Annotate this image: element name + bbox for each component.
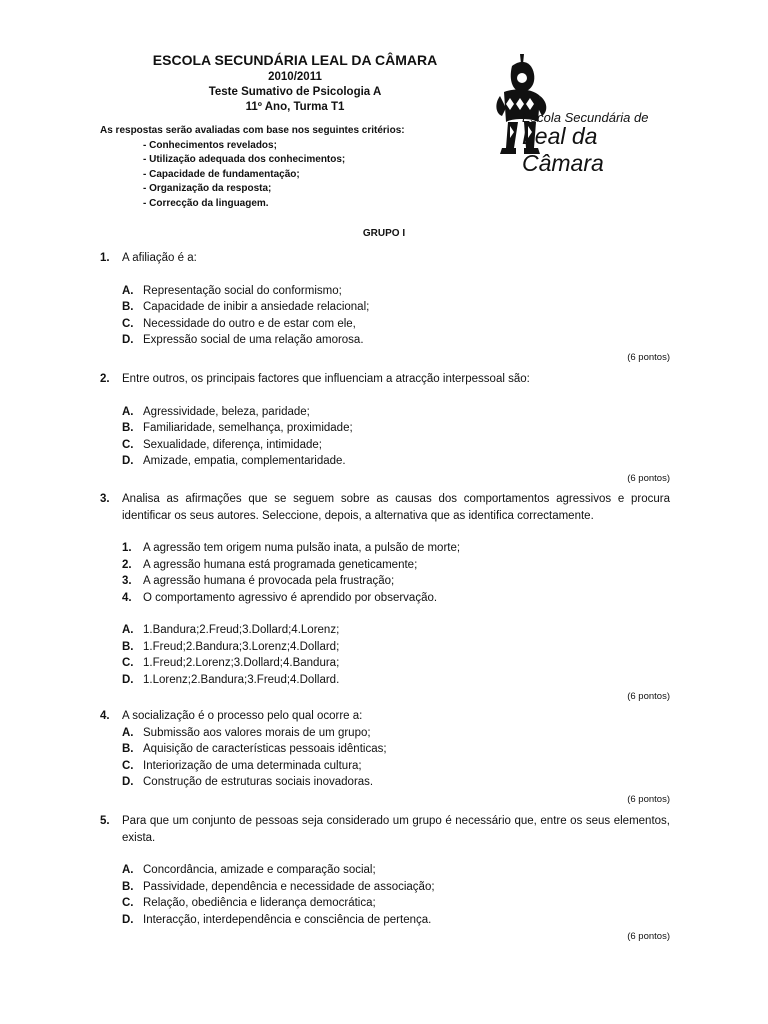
grading-criteria	[100, 124, 405, 211]
option-b: B. 1.Freud;2.Bandura;3.Lorenz;4.Dollard;	[122, 640, 340, 653]
test-title: Teste Sumativo de Psicologia A	[208, 86, 382, 98]
logo-text	[522, 110, 672, 177]
statement-3: 3. A agressão humana é provocada pela frustração;	[122, 575, 395, 587]
school-logo	[492, 52, 672, 176]
options-list	[100, 862, 670, 928]
question-1	[100, 250, 670, 366]
group-title: GRUPO I	[362, 228, 406, 239]
question-number: 1.	[100, 252, 110, 264]
school-title: ESCOLA SECUNDÁRIA LEAL DA CÂMARA	[152, 52, 438, 68]
option-a: A. 1.Bandura;2.Freud;3.Dollard;4.Lorenz;	[122, 624, 340, 636]
question-stem: A afiliação é a:	[122, 252, 197, 264]
question-stem: Entre outros, os principais factores que influenciam a atracção interpessoal são:	[122, 373, 530, 385]
criteria-intro: As respostas serão avaliadas com base nos seguintes critérios:	[100, 125, 405, 136]
statement-4: 4. O comportamento agressivo é aprendido por observação.	[122, 591, 438, 604]
question-number: 3.	[100, 493, 110, 505]
options-list	[100, 725, 670, 791]
options-list	[100, 283, 670, 349]
statement-2: 2. A agressão humana está programada geneticamente;	[122, 558, 418, 571]
option-c: C. Necessidade do outro e de estar com ele,	[122, 317, 356, 330]
question-5	[100, 813, 670, 945]
question-3	[100, 491, 670, 705]
school-year: 2010/2011	[268, 71, 322, 83]
option-a: A. Representação social do conformismo;	[122, 284, 342, 297]
option-a: A. Agressividade, beleza, paridade;	[122, 405, 310, 418]
class-label: 11º Ano, Turma T1	[245, 101, 345, 113]
question-stem: A socialização é o processo pelo qual ocorre a:	[122, 710, 363, 722]
option-d: D. Amizade, empatia, complementaridade.	[122, 455, 346, 467]
question-points: (6 pontos)	[627, 351, 670, 363]
option-d: D. Expressão social de uma relação amorosa.	[122, 334, 364, 346]
statement-1: 1. A agressão tem origem numa pulsão inata, a pulsão de morte;	[122, 542, 461, 554]
question-number: 2.	[100, 373, 110, 385]
question-points: (6 pontos)	[627, 691, 670, 702]
question-stem: Analisa as afirmações que se seguem sobre as causas dos comportamentos agressivos e procura identificar os seus autores. Seleccione, depois, a alternativa que as identifica correctamente.	[122, 493, 670, 522]
header	[100, 52, 490, 115]
question-number: 5.	[100, 815, 110, 827]
question-points: (6 pontos)	[627, 931, 670, 942]
options-list	[100, 404, 670, 470]
option-c: C. 1.Freud;2.Lorenz;3.Dollard;4.Bandura;	[122, 657, 340, 669]
option-b: B. Familiaridade, semelhança, proximidade;	[122, 422, 353, 434]
question-2	[100, 371, 670, 487]
option-b: B. Passividade, dependência e necessidade de associação;	[122, 880, 435, 893]
option-b: B. Capacidade de inibir a ansiedade relacional;	[122, 301, 370, 313]
criteria-item: - Capacidade de fundamentação;	[143, 168, 300, 180]
criteria-item: - Conhecimentos revelados;	[143, 139, 277, 151]
option-a: A. Concordância, amizade e comparação social;	[122, 864, 376, 876]
option-c: C. Sexualidade, diferença, intimidade;	[122, 438, 323, 451]
option-c: C. Relação, obediência e liderança democrática;	[122, 897, 376, 909]
criteria-item: - Correcção da linguagem.	[143, 197, 269, 209]
question-points: (6 pontos)	[627, 793, 670, 805]
question-4	[100, 708, 670, 808]
criteria-item: - Organização da resposta;	[143, 183, 272, 194]
criteria-item: - Utilização adequada dos conhecimentos;	[143, 154, 346, 165]
options-list	[100, 622, 670, 688]
statements-list	[100, 540, 670, 606]
option-d: D. Interacção, interdependência e consciência de pertença.	[122, 913, 432, 926]
question-stem: Para que um conjunto de pessoas seja considerado um grupo é necessário que, entre os seus elementos, exista.	[122, 815, 670, 844]
option-b: B. Aquisição de características pessoais idênticas;	[122, 743, 387, 755]
logo-line-2: Leal da Câmara	[522, 123, 604, 176]
option-c: C. Interiorização de uma determinada cultura;	[122, 759, 362, 772]
option-a: A. Submissão aos valores morais de um grupo;	[122, 726, 371, 739]
logo-line-1: Escola Secundária de	[522, 110, 649, 125]
option-d: D. 1.Lorenz;2.Bandura;3.Freud;4.Dollard.	[122, 673, 340, 686]
question-points: (6 pontos)	[627, 472, 670, 484]
question-number: 4.	[100, 710, 110, 722]
criteria-list	[100, 139, 405, 212]
option-d: D. Construção de estruturas sociais inovadoras.	[122, 776, 374, 788]
